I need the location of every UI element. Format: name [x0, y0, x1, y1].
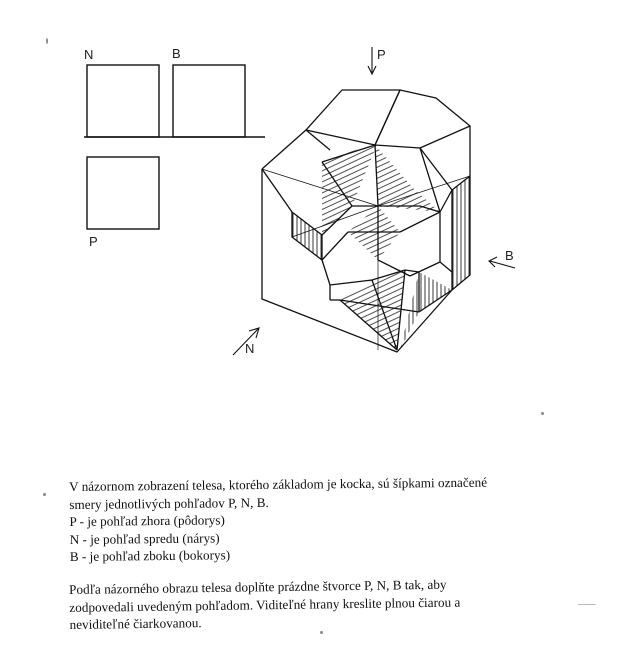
view-square-p[interactable]	[87, 157, 159, 229]
description-line-5: B - je pohľad zboku (bokorys)	[69, 547, 231, 564]
view-label-n: N	[84, 47, 94, 62]
description-line-3: P - je pohľad zhora (pôdorys)	[69, 512, 225, 529]
view-square-n[interactable]	[87, 65, 159, 137]
cube-outline	[262, 169, 470, 352]
scan-speck	[320, 631, 323, 634]
description-line-2: smery jednotlivých pohľadov P, N, B.	[69, 494, 269, 512]
top-cap	[306, 90, 400, 145]
instruction-line-2: zodpovedali uvedeným pohľadom. Viditeľné hrany kreslite plnou čiarou a	[69, 594, 461, 615]
view-label-b: B	[172, 46, 181, 61]
view-squares	[84, 65, 265, 229]
view-label-p: P	[89, 234, 98, 249]
instruction-line-1: Podľa názorného obrazu telesa doplňte prázdne štvorce P, N, B tak, aby	[69, 576, 447, 597]
arrow-p	[368, 47, 376, 74]
description-block	[69, 474, 488, 566]
scan-speck	[578, 604, 596, 605]
arrow-label-p: P	[377, 47, 386, 62]
instruction-line-3: neviditeľné čiarkovanou.	[69, 615, 202, 632]
arrow-label-b: B	[505, 248, 514, 263]
description-line-1: V názornom zobrazení telesa, ktorého základom je kocka, sú šípkami označené	[69, 474, 488, 494]
scan-speck	[541, 412, 544, 415]
arrow-label-n: N	[245, 341, 255, 356]
scan-speck	[43, 493, 46, 496]
description-line-4: N - je pohľad spredu (nárys)	[69, 529, 220, 547]
hatched-faces	[292, 142, 470, 350]
view-square-b[interactable]	[173, 65, 245, 137]
instruction-block	[69, 576, 461, 634]
scan-speck	[46, 38, 48, 44]
isometric-solid	[262, 90, 470, 352]
